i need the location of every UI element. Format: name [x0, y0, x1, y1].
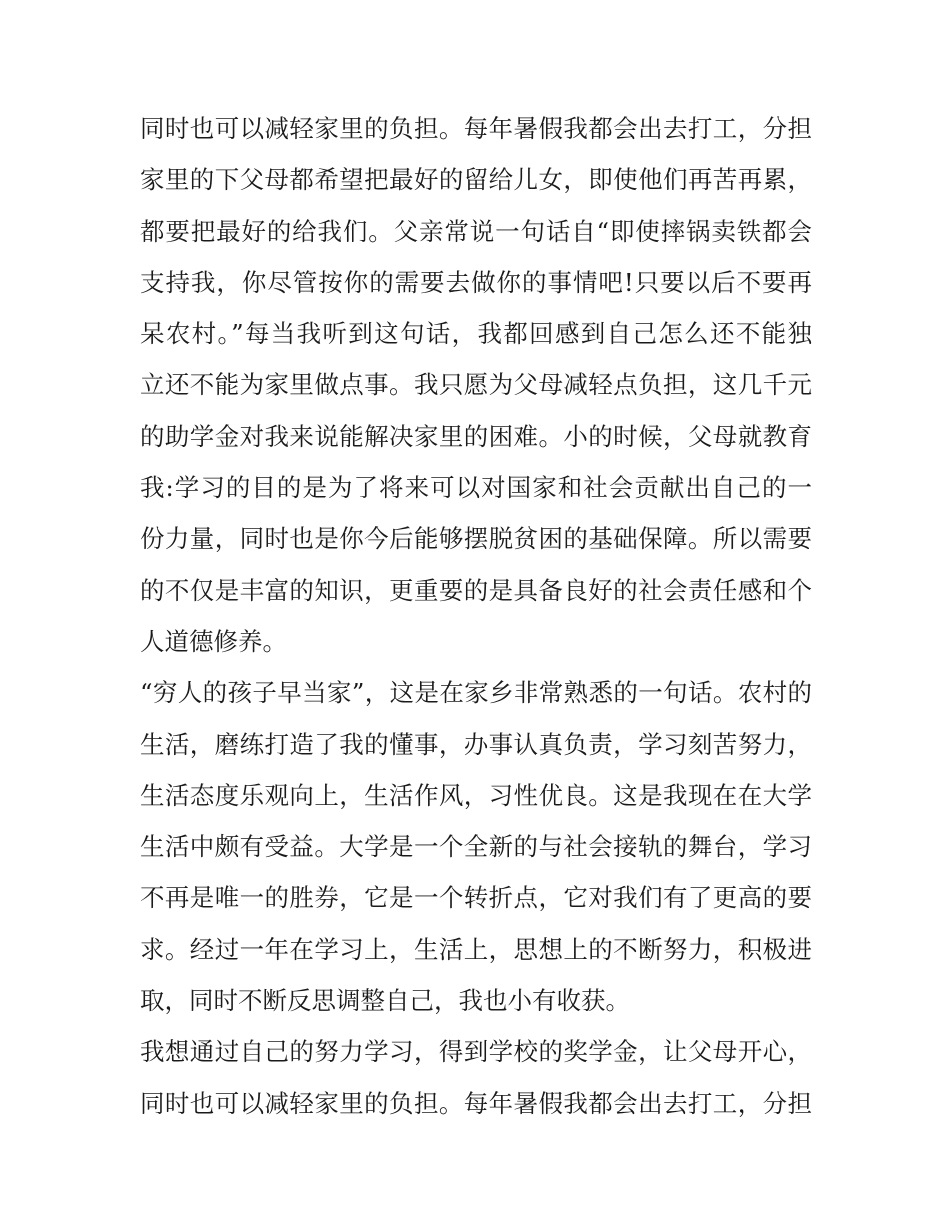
text-line: 求。经过一年在学习上，生活上，思想上的不断努力，积极进	[140, 934, 812, 964]
text-line: 立还不能为家里做点事。我只愿为父母减轻点负担，这几千元	[140, 370, 812, 400]
text-line: 呆农村。”每当我听到这句话，我都回感到自己怎么还不能独	[140, 319, 812, 349]
text-line: 我:学习的目的是为了将来可以对国家和社会贡献出自己的一	[140, 473, 812, 503]
text-line: “穷人的孩子早当家”，这是在家乡非常熟悉的一句话。农村的	[140, 678, 812, 708]
text-line: 的助学金对我来说能解决家里的困难。小的时候，父母就教育	[140, 421, 812, 451]
text-line: 生活，磨练打造了我的懂事，办事认真负责，学习刻苦努力，	[140, 729, 812, 759]
text-line: 生活中颇有受益。大学是一个全新的与社会接轨的舞台，学习	[140, 832, 812, 862]
text-line: 的不仅是丰富的知识，更重要的是具备良好的社会责任感和个	[140, 575, 812, 605]
text-line: 份力量，同时也是你今后能够摆脱贫困的基础保障。所以需要	[140, 524, 812, 554]
text-line: 我想通过自己的努力学习，得到学校的奖学金，让父母开心，	[140, 1037, 812, 1067]
paragraph-end-line: 取，同时不断反思调整自己，我也小有收获。	[140, 986, 630, 1016]
text-line: 支持我，你尽管按你的需要去做你的事情吧!只要以后不要再	[140, 267, 812, 297]
text-line: 生活态度乐观向上，生活作风，习性优良。这是我现在在大学	[140, 780, 812, 810]
text-line: 都要把最好的给我们。父亲常说一句话自“即使摔锅卖铁都会	[140, 216, 812, 246]
text-line: 不再是唯一的胜券，它是一个转折点，它对我们有了更高的要	[140, 883, 812, 913]
body-text	[140, 103, 812, 1129]
text-line: 同时也可以减轻家里的负担。每年暑假我都会出去打工，分担	[140, 1088, 812, 1118]
text-line: 家里的下父母都希望把最好的留给儿女，即使他们再苦再累，	[140, 165, 812, 195]
text-line: 同时也可以减轻家里的负担。每年暑假我都会出去打工，分担	[140, 114, 812, 143]
paragraph-end-line: 人道德修养。	[140, 626, 287, 656]
